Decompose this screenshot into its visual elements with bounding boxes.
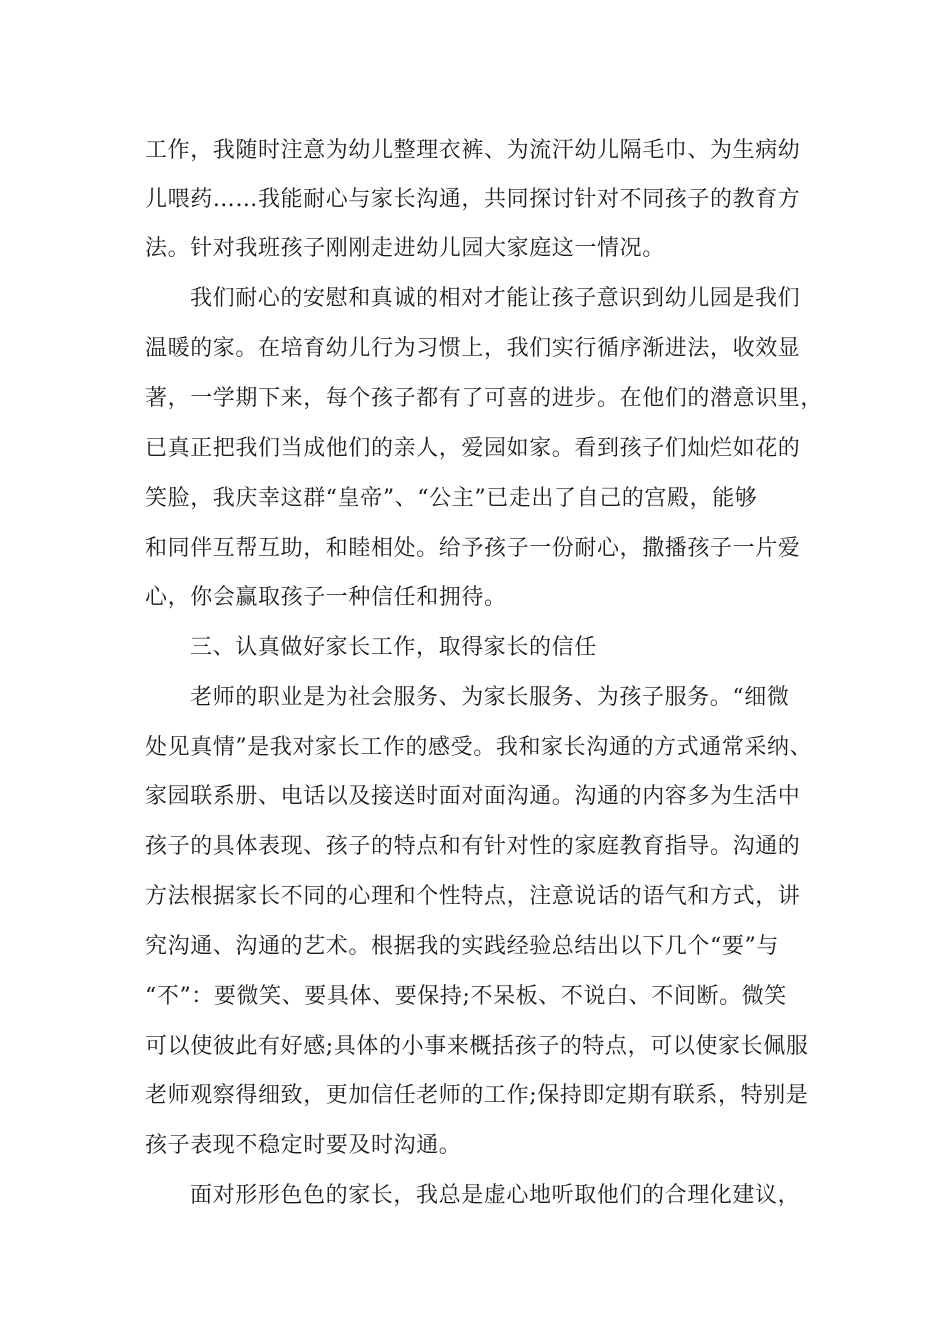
text-line: 究沟通、沟通的艺术。根据我的实践经验总结出以下几个“要”与 (145, 934, 779, 959)
section-heading: 三、认真做好家长工作，取得家长的信任 (190, 635, 597, 660)
text-line: 老师观察得细致，更加信任老师的工作;保持即定期有联系，特别是 (145, 1083, 809, 1108)
text-line: 方法根据家长不同的心理和个性特点，注意说话的语气和方式，讲 (145, 884, 801, 909)
text-line: 温暖的家。在培育幼儿行为习惯上，我们实行循序渐进法，收效显 (145, 336, 801, 361)
text-line: 和同伴互帮互助，和睦相处。给予孩子一份耐心，撒播孩子一片爱 (145, 536, 801, 561)
paragraph-first-line: 老师的职业是为社会服务、为家长服务、为孩子服务。“细微 (190, 685, 790, 710)
text-line: 笑脸，我庆幸这群“皇帝”、“公主”已走出了自己的宫殿，能够 (145, 486, 758, 511)
text-line: “不”：要微笑、要具体、要保持;不呆板、不说白、不间断。微笑 (145, 984, 787, 1009)
text-line: 儿喂药……我能耐心与家长沟通，共同探讨针对不同孩子的教育方 (145, 187, 801, 212)
text-line: 法。针对我班孩子刚刚走进幼儿园大家庭这一情况。 (145, 236, 665, 261)
text-line: 孩子的具体表现、孩子的特点和有针对性的家庭教育指导。沟通的 (145, 834, 801, 859)
text-line: 孩子表现不稳定时要及时沟通。 (145, 1133, 462, 1158)
paragraph-first-line: 面对形形色色的家长，我总是虚心地听取他们的合理化建议， (190, 1183, 801, 1208)
text-line: 工作，我随时注意为幼儿整理衣裤、为流汗幼儿隔毛巾、为生病幼 (145, 138, 801, 163)
text-line: 心，你会赢取孩子一种信任和拥待。 (145, 585, 507, 610)
text-line: 处见真情”是我对家长工作的感受。我和家长沟通的方式通常采纳、 (145, 735, 813, 760)
text-line: 著，一学期下来，每个孩子都有了可喜的进步。在他们的潜意识里， (145, 386, 824, 411)
text-line: 家园联系册、电话以及接送时面对面沟通。沟通的内容多为生活中 (145, 784, 801, 809)
paragraph-first-line: 我们耐心的安慰和真诚的相对才能让孩子意识到幼儿园是我们 (190, 286, 801, 311)
text-line: 已真正把我们当成他们的亲人，爱园如家。看到孩子们灿烂如花的 (145, 436, 801, 461)
text-line: 可以使彼此有好感;具体的小事来概括孩子的特点，可以使家长佩服 (145, 1034, 809, 1059)
